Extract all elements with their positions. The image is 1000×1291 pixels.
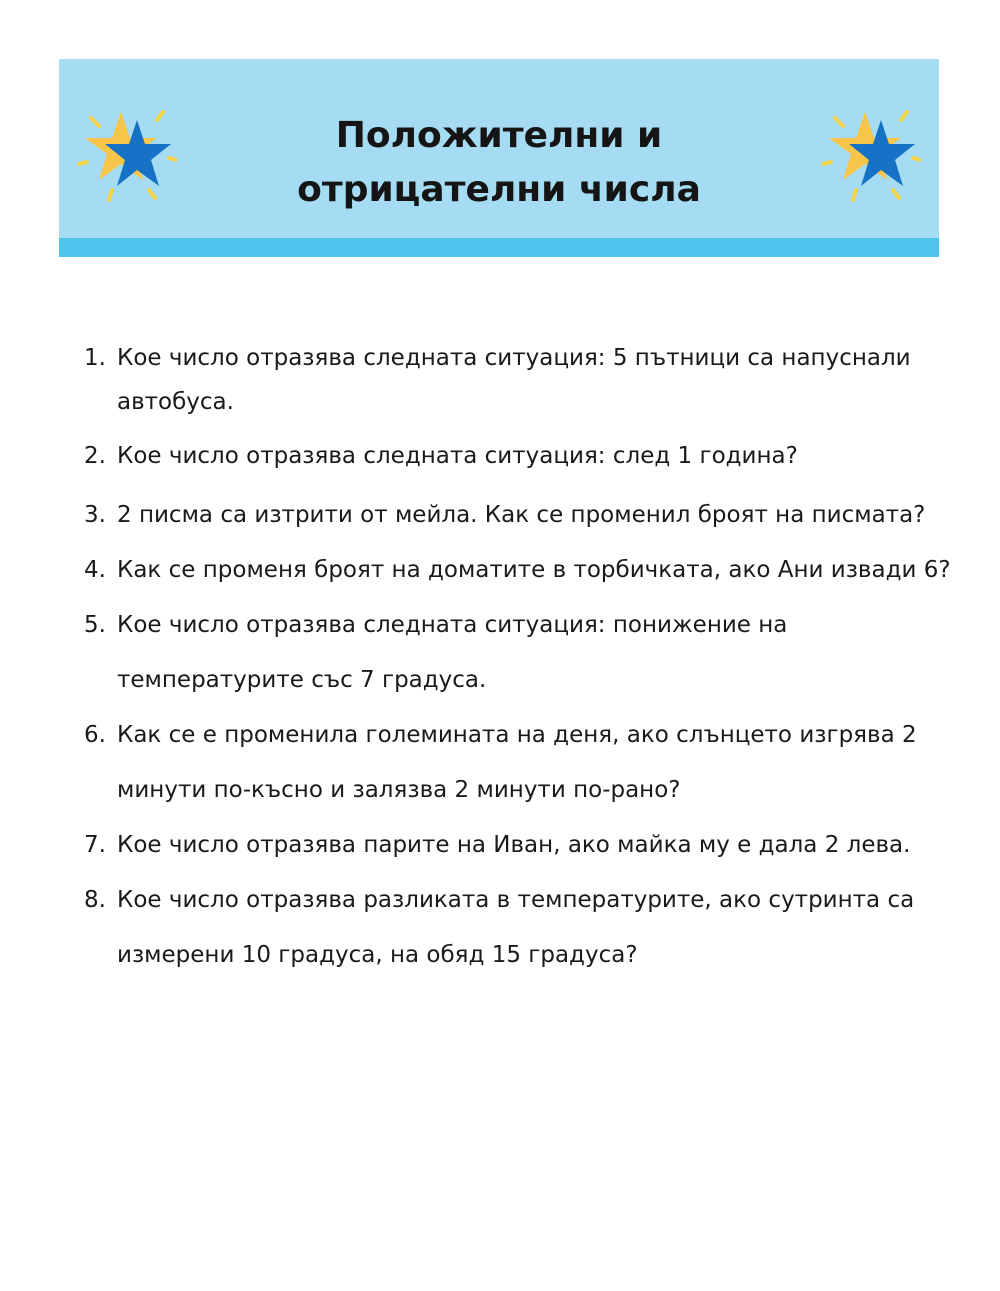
question-item	[84, 708, 954, 818]
star-icon	[821, 104, 921, 204]
star-icon	[77, 104, 177, 204]
question-item	[84, 598, 954, 708]
question-number: 7.	[84, 832, 106, 858]
banner-strip	[59, 238, 939, 257]
question-item	[84, 488, 954, 543]
question-number: 4.	[84, 557, 106, 583]
question-item	[84, 873, 954, 983]
question-text: Кое число отразява следната ситуация: понижение на температурите със 7 градуса.	[117, 612, 788, 693]
question-item	[84, 543, 954, 598]
question-number: 2.	[84, 443, 106, 469]
title-line-1: Положителни и	[335, 115, 663, 156]
question-text: Кое число отразява следната ситуация: след 1 година?	[117, 443, 798, 469]
title-banner	[59, 59, 939, 257]
question-item	[84, 818, 954, 873]
question-item	[84, 336, 954, 424]
question-number: 5.	[84, 612, 106, 638]
question-text: Кое число отразява парите на Иван, ако майка му е дала 2 лева.	[117, 832, 911, 858]
question-text: Кое число отразява следната ситуация: 5 пътници са напуснали автобуса.	[117, 345, 911, 415]
question-item	[84, 434, 954, 478]
question-number: 1.	[84, 345, 106, 371]
question-text: Кое число отразява разликата в температурите, ако сутринта са измерени 10 градуса, на обяд 15 градуса?	[117, 887, 915, 968]
question-list	[84, 336, 954, 983]
title-line-2: отрицателни числа	[297, 169, 701, 210]
question-text: 2 писма са изтрити от мейла. Как се променил броят на писмата?	[117, 502, 926, 528]
question-number: 3.	[84, 502, 106, 528]
question-text: Как се променя броят на доматите в торбичката, ако Ани извади 6?	[117, 557, 951, 583]
question-number: 8.	[84, 887, 106, 913]
question-text: Как се е променила големината на деня, ако слънцето изгрява 2 минути по-късно и залязва 2 минути по-рано?	[117, 722, 917, 803]
page-title	[199, 109, 799, 217]
question-number: 6.	[84, 722, 106, 748]
